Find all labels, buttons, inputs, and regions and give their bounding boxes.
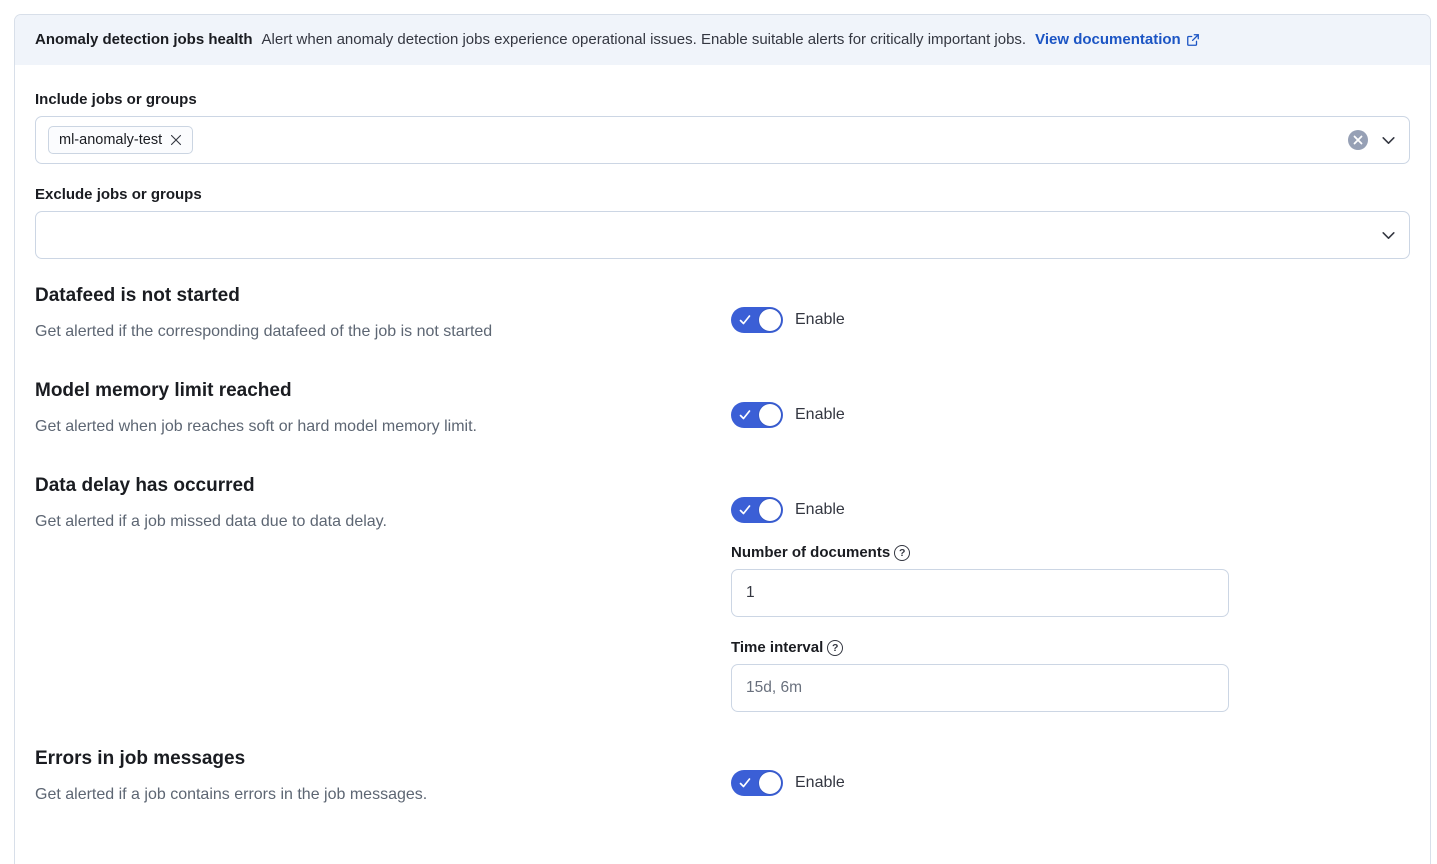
toggle-thumb [759, 309, 781, 331]
toggle-label: Enable [795, 406, 845, 423]
question-in-circle-icon[interactable]: ? [894, 545, 910, 561]
section-text [35, 284, 731, 344]
section-text [35, 379, 731, 439]
section-title: Errors in job messages [35, 748, 246, 769]
number-of-documents-label: Number of documents ? [731, 545, 1410, 561]
rule-type-banner [15, 15, 1430, 65]
toggle-thumb [759, 404, 781, 426]
selected-job-label: ml-anomaly-test [59, 132, 163, 148]
clear-selection-button[interactable] [1348, 130, 1368, 150]
check-icon [739, 504, 752, 516]
exclude-combobox-chevron[interactable] [1380, 227, 1397, 244]
exclude-jobs-combobox[interactable] [35, 211, 1410, 259]
chevron-down-icon [1380, 227, 1397, 244]
alert-config-panel [14, 14, 1431, 864]
datafeed-enable-toggle[interactable] [731, 307, 783, 333]
clear-icon [1353, 135, 1363, 145]
include-jobs-combobox[interactable] [35, 116, 1410, 164]
section-description: Get alerted if a job contains errors in the job messages. [35, 786, 428, 803]
section-description: Get alerted if the corresponding datafeed of the job is not started [35, 323, 493, 340]
section-title: Model memory limit reached [35, 380, 292, 401]
section-errors-in-job-messages [35, 747, 1410, 807]
exclude-jobs-label: Exclude jobs or groups [35, 186, 202, 203]
banner-title: Anomaly detection jobs health [35, 31, 253, 48]
remove-pill-icon[interactable] [170, 134, 182, 146]
section-text [35, 747, 731, 807]
check-icon [739, 777, 752, 789]
banner-description: Alert when anomaly detection jobs experience operational issues. Enable suitable alerts for critically important jobs. [261, 31, 1027, 48]
include-combobox-chevron[interactable] [1380, 132, 1397, 149]
toggle-label: Enable [795, 774, 845, 791]
selected-job-pill [48, 126, 193, 154]
toggle-thumb [759, 772, 781, 794]
toggle-thumb [759, 499, 781, 521]
data-delay-enable-toggle[interactable] [731, 497, 783, 523]
section-model-memory-limit [35, 379, 1410, 439]
time-interval-label: Time interval ? [731, 640, 1410, 656]
toggle-label: Enable [795, 501, 845, 518]
toggle-label: Enable [795, 311, 845, 328]
chevron-down-icon [1380, 132, 1397, 149]
check-icon [739, 314, 752, 326]
include-jobs-label: Include jobs or groups [35, 91, 197, 108]
external-link-icon [1186, 33, 1200, 47]
section-description: Get alerted if a job missed data due to data delay. [35, 513, 387, 530]
check-icon [739, 409, 752, 421]
question-in-circle-icon[interactable]: ? [827, 640, 843, 656]
time-interval-input[interactable] [731, 664, 1229, 712]
section-description: Get alerted when job reaches soft or hard model memory limit. [35, 418, 477, 435]
section-data-delay [35, 474, 1410, 712]
number-of-documents-input[interactable] [731, 569, 1229, 617]
section-title: Datafeed is not started [35, 285, 240, 306]
errors-enable-toggle[interactable] [731, 770, 783, 796]
mml-enable-toggle[interactable] [731, 402, 783, 428]
section-datafeed-not-started [35, 284, 1410, 344]
view-documentation-link[interactable] [1035, 30, 1200, 50]
view-documentation-label: View documentation [1035, 31, 1181, 48]
section-text [35, 474, 731, 712]
section-title: Data delay has occurred [35, 475, 255, 496]
